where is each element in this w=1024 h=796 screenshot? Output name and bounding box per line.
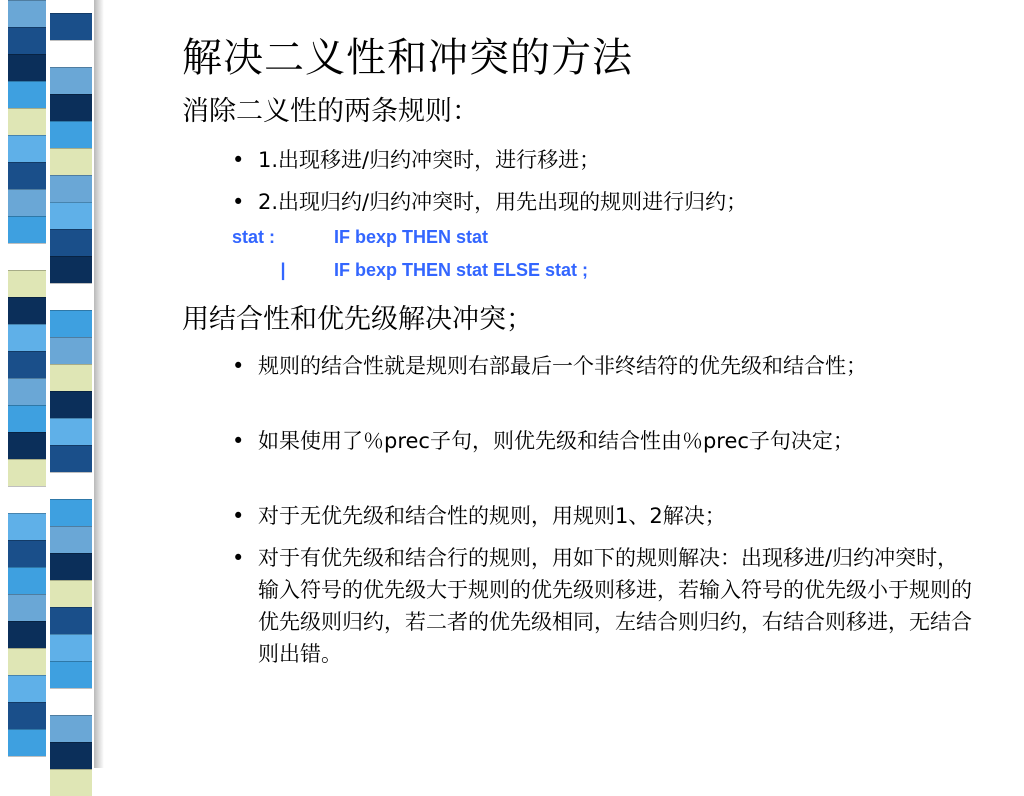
code-rhs: IF bexp THEN stat ELSE stat ; [334,260,589,280]
code-line-1 [232,222,488,252]
bullet-text: 2.出现归约/归约冲突时，用先出现的规则进行归约； [258,190,748,214]
bullet-rule-2 [232,186,992,218]
bullet-glyph: • [232,190,245,214]
bullet-prec-clause [232,425,982,457]
bullet-glyph: • [232,354,245,378]
bullet-text: 对于无优先级和结合性的规则，用规则1、2解决； [258,504,726,528]
bullet-text: 对于有优先级和结合行的规则，用如下的规则解决：出现移进/归约冲突时，输入符号的优先级大于规则的优先级则移进，若输入符号的优先级小于规则的优先级则归约，若二者的优先级相同，左结合则归约，右结合则移进，无结合则出错。 [258,546,972,666]
slide-title: 解决二义性和冲突的方法 [182,35,633,81]
stripe-block [50,769,92,796]
bullet-glyph: • [232,429,245,453]
section-heading-precedence: 用结合性和优先级解决冲突； [182,304,533,335]
code-lhs: | [280,260,286,280]
code-line-2 [232,255,588,285]
bullet-text: 规则的结合性就是规则右部最后一个非终结符的优先级和结合性； [258,354,867,378]
code-rhs: IF bexp THEN stat [334,227,489,247]
bullet-glyph: • [232,546,245,570]
code-lhs: stat : [232,227,276,247]
bullet-associativity [232,350,962,382]
bullet-text: 如果使用了％prec子句，则优先级和结合性由％prec子句决定； [258,429,854,453]
bullet-rule-1 [232,144,992,176]
section-heading-ambiguity: 消除二义性的两条规则： [182,96,479,127]
bullet-glyph: • [232,148,245,172]
bullet-with-precedence [232,542,974,670]
bullet-text: 1.出现移进/归约冲突时，进行移进； [258,148,601,172]
bullet-no-precedence [232,500,992,532]
bullet-glyph: • [232,504,245,528]
